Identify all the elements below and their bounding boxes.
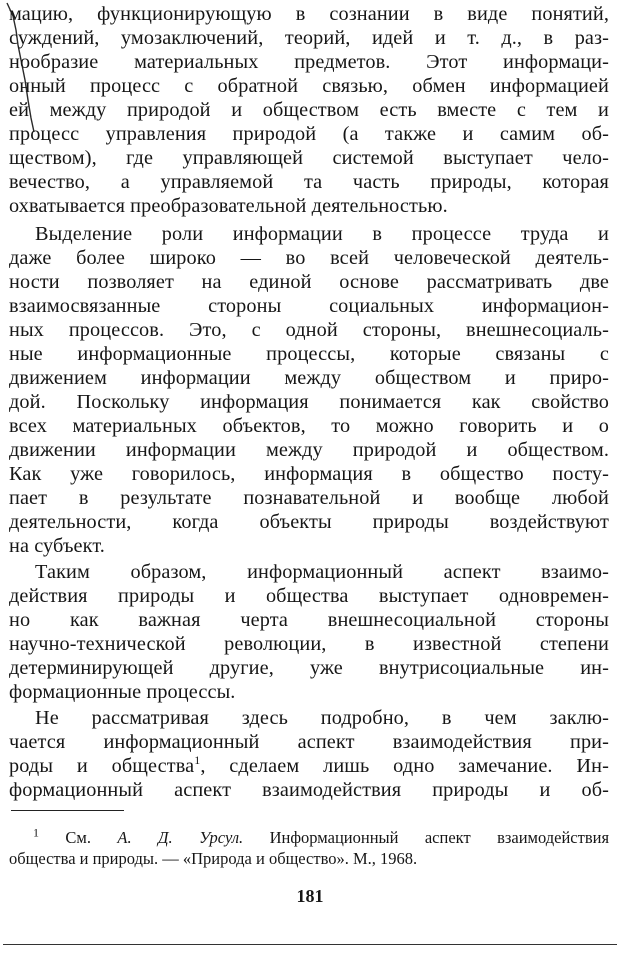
text-line: формационные процессы. — [9, 681, 236, 703]
text-line: ности позволяет на единой основе рассматривать две — [9, 271, 609, 293]
text-line: формационный аспект взаимодействия природы и об- — [9, 779, 609, 801]
text-line: Таким образом, информационный аспект взаимо- — [35, 561, 609, 583]
text-line: охватывается преобразовательной деятельностью. — [9, 195, 448, 217]
text-line: Как уже говорилось, информация в общество посту- — [9, 463, 609, 485]
text-line: Выделение роли информации в процессе труда и — [35, 223, 609, 245]
text-line: онный процесс с обратной связью, обмен информацией — [9, 75, 609, 97]
footnote-marker: 1 — [33, 825, 39, 840]
text-line: Не рассматривая здесь подробно, в чем заклю- — [35, 707, 609, 729]
text-line: процесс управления природой (а также и самим об- — [9, 123, 609, 145]
text-line: суждений, умозаключений, теорий, идей и т. д., в раз- — [9, 27, 609, 49]
page-number: 181 — [296, 886, 324, 906]
text-line: ществом), где управляющей системой выступает чело- — [9, 147, 609, 169]
text-line: ных процессов. Это, с одной стороны, внешнесоциаль- — [9, 319, 609, 341]
text-line: всех материальных объектов, то можно говорить и о — [9, 415, 609, 437]
footnote-reference: 1 — [194, 753, 201, 768]
text-segment: , сделаем лишь одно замечание. Ин- — [200, 755, 609, 777]
footnote-divider — [11, 810, 124, 811]
text-line: взаимосвязанные стороны социальных информацион- — [9, 295, 609, 317]
text-line: чается информационный аспект взаимодействия при- — [9, 731, 609, 753]
text-segment: роды и общества — [9, 755, 195, 777]
text-line: движении информации между природой и обществом. — [9, 439, 609, 461]
text-line: действия природы и общества выступает одновремен- — [9, 585, 609, 607]
text-line: нообразие материальных предметов. Этот информаци- — [9, 51, 609, 73]
footnote-title: Информационный аспект взаимодействия — [269, 828, 610, 847]
text-line: движением информации между обществом и приро- — [9, 367, 609, 389]
footnote-line: общества и природы. — «Природа и общество». М., 1968. — [9, 849, 418, 868]
text-line: деятельности, когда объекты природы воздействуют — [9, 511, 609, 533]
footnote-author: А. Д. Урсул. — [117, 828, 244, 847]
text-line: ей между природой и обществом есть вместе с тем и — [9, 99, 609, 121]
text-line: дой. Поскольку информация понимается как свойство — [9, 391, 609, 413]
text-line-with-footnote-ref — [9, 754, 609, 778]
text-line: на субъект. — [9, 535, 105, 557]
text-line: детерминирующей другие, уже внутрисоциальные ин- — [9, 657, 609, 679]
text-line: вечество, а управляемой та часть природы, которая — [9, 171, 609, 193]
text-line: но как важная черта внешнесоциальной стороны — [9, 609, 609, 631]
text-line: научно-технической революции, в известной степени — [9, 633, 609, 655]
text-line: пает в результате познавательной и вообще любой — [9, 487, 609, 509]
page-bottom-edge — [3, 944, 617, 945]
text-line: мацию, функционирующую в сознании в виде понятий, — [9, 3, 609, 25]
text-line: даже более широко — во всей человеческой деятель- — [9, 247, 609, 269]
footnote-prefix: См. — [65, 828, 91, 847]
footnote-line — [33, 825, 610, 848]
text-line: ные информационные процессы, которые связаны с — [9, 343, 609, 365]
